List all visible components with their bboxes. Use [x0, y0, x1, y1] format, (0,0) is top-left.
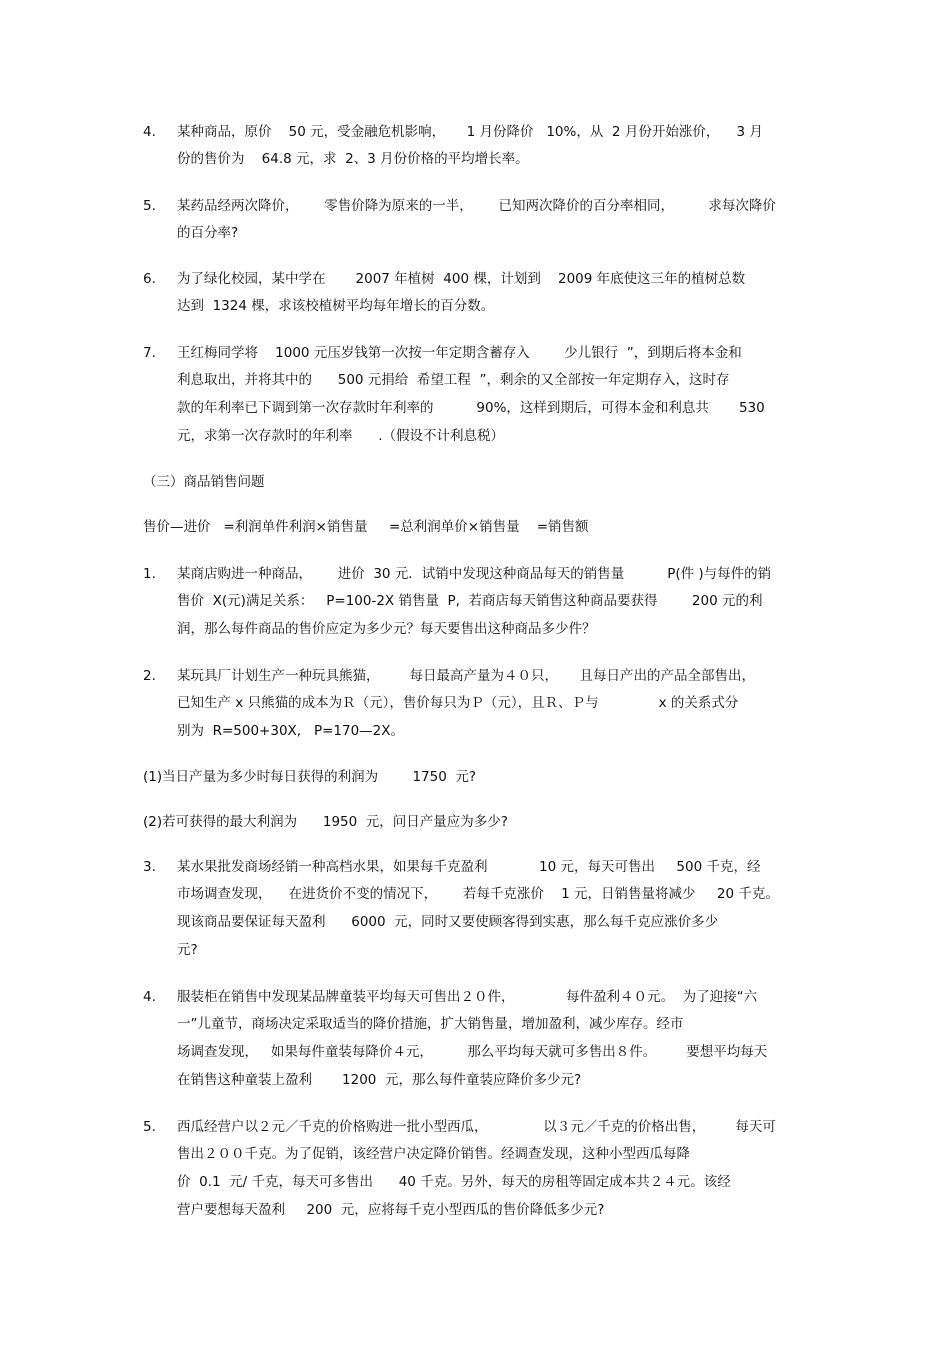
problem-text-line: 元，求第一次存款时的年利率 .（假设不计利息税）: [177, 428, 505, 444]
problem-text-line: 利息取出，并将其中的 500 元捐给 希望工程 ”，剩余的又全部按一年定期存入，这时存: [177, 372, 730, 388]
problem-text-line: 某水果批发商场经销一种高档水果，如果每千克盈利 10 元，每天可售出 500 千克，经: [177, 859, 761, 875]
problem-text-line: 营户要想每天盈利 200 元，应将每千克小型西瓜的售价降低多少元?: [177, 1202, 605, 1218]
section-heading: （三）商品销售问题: [143, 474, 265, 490]
problem-text-line: 款的年利率已下调到第一次存款时年利率的 90%，这样到期后，可得本金和利息共 530: [177, 400, 765, 416]
problem-text-line: 某玩具厂计划生产一种玩具熊猫， 每日最高产量为４０只， 且每日产出的产品全部售出，: [177, 668, 755, 684]
problem-text-line: 元?: [177, 942, 198, 958]
problem-text-line: 西瓜经营户以２元／千克的价格购进一批小型西瓜， 以３元／千克的价格出售， 每天可: [177, 1119, 776, 1135]
sub-question: (2)若可获得的最大利润为 1950 元，问日产量应为多少?: [143, 814, 508, 830]
problem-text-line: 达到 1324 棵，求该校植树平均每年增长的百分数。: [177, 298, 495, 314]
problem-text-line: 润，那么每件商品的售价应定为多少元？每天要售出这种商品多少件？: [177, 621, 596, 637]
problem-text-line: 份的售价为 64.8 元，求 2、3 月份价格的平均增长率。: [177, 151, 529, 167]
problem-text-line: 现该商品要保证每天盈利 6000 元，同时又要使顾客得到实惠，那么每千克应涨价多少: [177, 914, 719, 930]
problem-text-line: 场调查发现， 如果每件童装每降价４元， 那么平均每天就可多售出８件。 要想平均每天: [177, 1044, 768, 1060]
problem-text-line: 别为 R=500+30X, P=170—2X。: [177, 723, 405, 739]
problem-text-line: 在销售这种童装上盈利 1200 元，那么每件童装应降价多少元?: [177, 1072, 582, 1088]
problem-text-line: 价 0.1 元/ 千克，每天可多售出 40 千克。另外，每天的房租等固定成本共２４元。该经: [177, 1174, 731, 1190]
problem-number: 2.: [143, 668, 156, 684]
sub-question: (1)当日产量为多少时每日获得的利润为 1750 元?: [143, 769, 477, 785]
problem-text-line: 某药品经两次降价， 零售价降为原来的一半， 已知两次降价的百分率相同， 求每次降价: [177, 198, 776, 214]
problem-number: 5.: [143, 198, 156, 214]
problem-text-line: 服装柜在销售中发现某品牌童装平均每天可售出２０件， 每件盈利４０元。 为了迎接“六: [177, 989, 758, 1005]
problem-text-line: 为了绿化校园，某中学在 2007 年植树 400 棵，计划到 2009 年底使这三年的植树总数: [177, 271, 746, 287]
problem-text-line: 一”儿童节，商场决定采取适当的降价措施，扩大销售量，增加盈利，减少库存。经市: [177, 1016, 684, 1032]
problem-number: 5.: [143, 1119, 156, 1135]
problem-text-line: 已知生产 x 只熊猫的成本为Ｒ（元），售价每只为Ｐ（元），且Ｒ、Ｐ与 x 的关系式分: [177, 695, 739, 711]
problem-text-line: 售出２００千克。为了促销，该经营户决定降价销售。经调查发现，这种小型西瓜每降: [177, 1146, 690, 1162]
problem-text-line: 某种商品，原价 50 元，受金融危机影响， 1 月份降价 10%，从 2 月份开始涨价， 3 月: [177, 124, 763, 140]
problem-text-line: 王红梅同学将 1000 元压岁钱第一次按一年定期含蓄存入 少儿银行 ”，到期后将本金和: [177, 345, 742, 361]
problem-number: 1.: [143, 566, 156, 582]
problem-text-line: 售价 X(元)满足关系： P=100-2X 销售量 P, 若商店每天销售这种商品要获得 200 元的利: [177, 593, 763, 609]
problem-number: 3.: [143, 859, 156, 875]
problem-text-line: 市场调查发现， 在进货价不变的情况下， 若每千克涨价 1 元，日销售量将减少 20 千克。: [177, 886, 779, 902]
problem-number: 4.: [143, 989, 156, 1005]
problem-text-line: 的百分率?: [177, 225, 239, 241]
problem-number: 6.: [143, 271, 156, 287]
formula-line: 售价—进价 =利润单件利润×销售量 =总利润单价×销售量 =销售额: [143, 519, 589, 535]
problem-number: 7.: [143, 345, 156, 361]
problem-text-line: 某商店购进一种商品， 进价 30 元．试销中发现这种商品每天的销售量 P(件 )与每件的销: [177, 566, 772, 582]
problem-number: 4.: [143, 124, 156, 140]
